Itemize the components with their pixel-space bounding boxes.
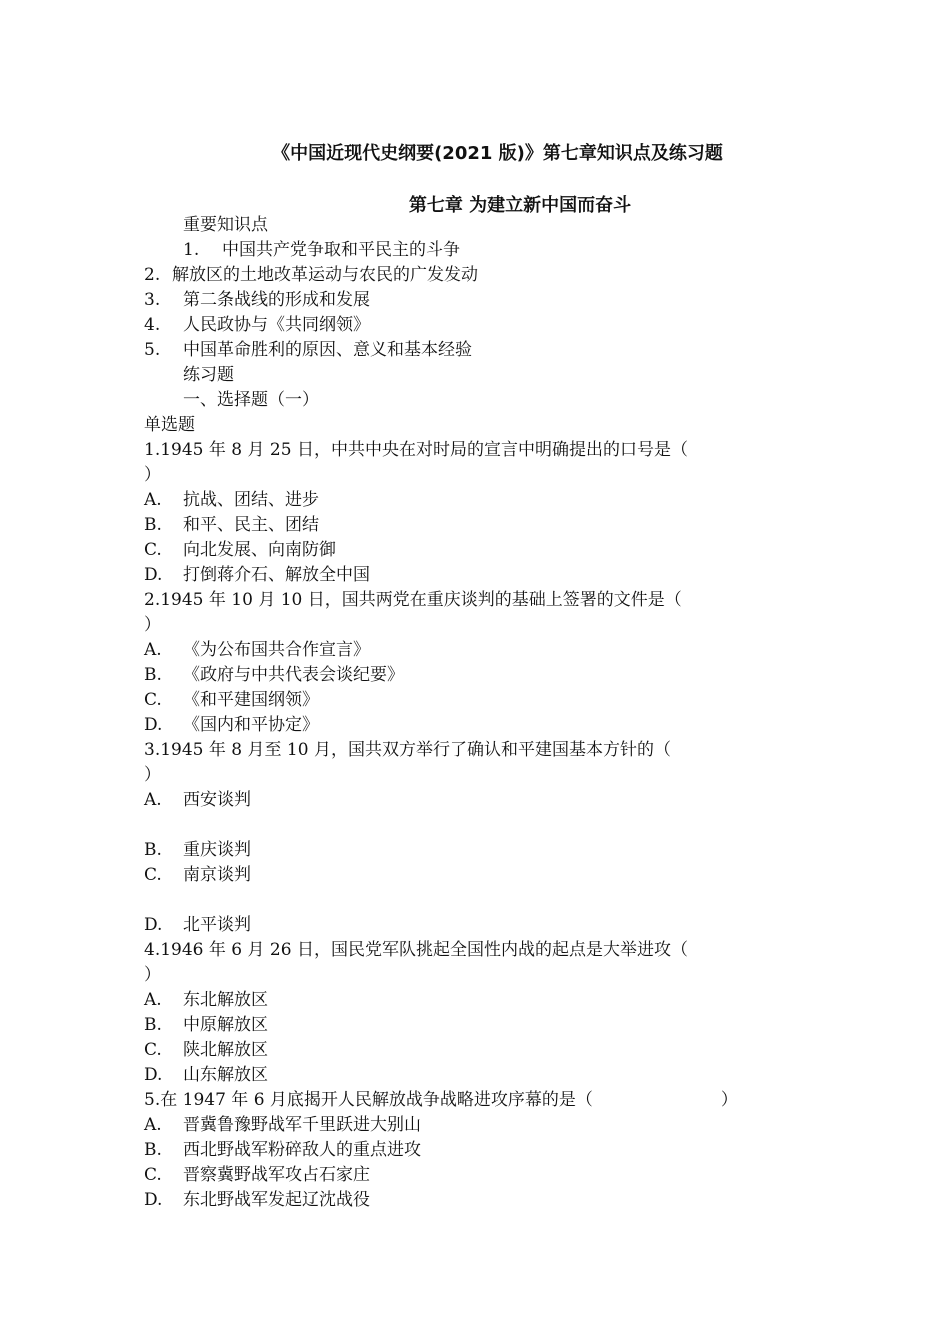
section-heading: 一、选择题（一） — [183, 390, 319, 410]
question-close-paren: ） — [720, 1090, 738, 1110]
option-text: 中原解放区 — [183, 1015, 268, 1035]
option-letter: C. — [144, 1040, 162, 1060]
single-choice-heading: 单选题 — [144, 415, 195, 435]
option-letter: A. — [144, 1115, 162, 1135]
answer-option — [144, 1163, 370, 1188]
key-point-item — [144, 288, 370, 313]
answer-option — [144, 1138, 421, 1163]
key-point-item — [144, 338, 472, 363]
option-letter: B. — [144, 515, 162, 535]
answer-option — [144, 638, 370, 663]
option-text: 北平谈判 — [183, 915, 251, 935]
answer-option — [144, 788, 251, 813]
option-letter: D. — [144, 1190, 163, 1210]
option-text: 东北解放区 — [183, 990, 268, 1010]
key-point-number: 1. — [183, 240, 200, 260]
option-letter: B. — [144, 840, 162, 860]
key-point-number: 4. — [144, 315, 161, 335]
option-letter: A. — [144, 640, 162, 660]
option-letter: C. — [144, 540, 162, 560]
option-text: 晋察冀野战军攻占石家庄 — [183, 1165, 370, 1185]
chapter-title: 第七章 为建立新中国而奋斗 — [408, 195, 632, 216]
option-letter: B. — [144, 665, 162, 685]
question-stem: 1.1945 年 8 月 25 日，中共中央在对时局的宣言中明确提出的口号是（ — [144, 440, 688, 460]
key-point-number: 2. — [144, 265, 161, 285]
answer-option — [144, 1013, 268, 1038]
answer-option — [144, 863, 251, 888]
key-point-text: 解放区的土地改革运动与农民的广发发动 — [172, 265, 478, 285]
key-point-text: 人民政协与《共同纲领》 — [183, 315, 370, 335]
question-close-paren: ） — [144, 965, 161, 985]
answer-option — [144, 713, 319, 738]
key-point-text: 第二条战线的形成和发展 — [183, 290, 370, 310]
option-text: 南京谈判 — [183, 865, 251, 885]
option-letter: C. — [144, 690, 162, 710]
key-point-text: 中国共产党争取和平民主的斗争 — [222, 240, 460, 260]
option-letter: D. — [144, 565, 163, 585]
answer-option — [144, 988, 268, 1013]
option-letter: D. — [144, 715, 163, 735]
answer-option — [144, 1038, 268, 1063]
option-letter: D. — [144, 1065, 163, 1085]
key-point-number: 3. — [144, 290, 161, 310]
option-text: 重庆谈判 — [183, 840, 251, 860]
option-text: 晋冀鲁豫野战军千里跃进大别山 — [183, 1115, 421, 1135]
option-text: 西安谈判 — [183, 790, 251, 810]
option-text: 《政府与中共代表会谈纪要》 — [183, 665, 404, 685]
option-text: 抗战、团结、进步 — [183, 490, 319, 510]
option-letter: D. — [144, 915, 163, 935]
answer-option — [144, 1113, 421, 1138]
option-letter: A. — [144, 790, 162, 810]
answer-option — [144, 663, 404, 688]
key-point-item — [144, 263, 478, 288]
option-text: 《和平建国纲领》 — [183, 690, 319, 710]
key-point-text: 中国革命胜利的原因、意义和基本经验 — [183, 340, 472, 360]
option-letter: C. — [144, 1165, 162, 1185]
key-point-item — [144, 313, 370, 338]
key-points-heading: 重要知识点 — [183, 215, 268, 235]
exercise-heading: 练习题 — [183, 365, 234, 385]
option-text: 打倒蒋介石、解放全中国 — [183, 565, 370, 585]
option-text: 东北野战军发起辽沈战役 — [183, 1190, 370, 1210]
question-close-paren: ） — [144, 765, 161, 785]
option-text: 陕北解放区 — [183, 1040, 268, 1060]
option-letter: B. — [144, 1140, 162, 1160]
question-stem-row — [144, 1088, 738, 1113]
option-text: 西北野战军粉碎敌人的重点进攻 — [183, 1140, 421, 1160]
key-point-number: 5. — [144, 340, 161, 360]
answer-option — [144, 913, 251, 938]
key-point-item — [183, 238, 460, 263]
answer-option — [144, 538, 336, 563]
option-letter: B. — [144, 1015, 162, 1035]
question-stem: 4.1946 年 6 月 26 日，国民党军队挑起全国性内战的起点是大举进攻（ — [144, 940, 688, 960]
document-title: 《中国近现代史纲要(2021 版)》第七章知识点及练习题 — [272, 143, 723, 164]
question-close-paren: ） — [144, 615, 161, 635]
question-stem: 2.1945 年 10 月 10 日，国共两党在重庆谈判的基础上签署的文件是（ — [144, 590, 682, 610]
option-text: 山东解放区 — [183, 1065, 268, 1085]
option-text: 《国内和平协定》 — [183, 715, 319, 735]
option-text: 向北发展、向南防御 — [183, 540, 336, 560]
answer-option — [144, 513, 319, 538]
question-close-paren: ） — [144, 465, 161, 485]
answer-option — [144, 688, 319, 713]
answer-option — [144, 838, 251, 863]
option-letter: A. — [144, 990, 162, 1010]
question-stem: 5.在 1947 年 6 月底揭开人民解放战争战略进攻序幕的是（ — [144, 1090, 593, 1110]
answer-option — [144, 1063, 268, 1088]
answer-option — [144, 563, 370, 588]
answer-option — [144, 1188, 370, 1213]
option-letter: C. — [144, 865, 162, 885]
option-letter: A. — [144, 490, 162, 510]
question-stem: 3.1945 年 8 月至 10 月，国共双方举行了确认和平建国基本方针的（ — [144, 740, 671, 760]
option-text: 和平、民主、团结 — [183, 515, 319, 535]
answer-option — [144, 488, 319, 513]
option-text: 《为公布国共合作宣言》 — [183, 640, 370, 660]
